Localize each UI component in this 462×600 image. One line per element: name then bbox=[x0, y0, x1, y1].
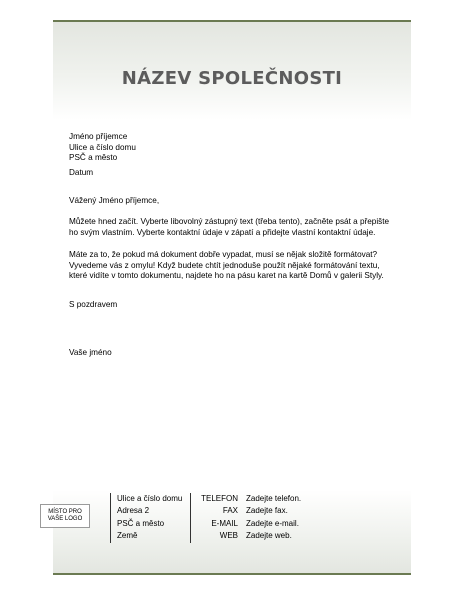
contact-value-web[interactable]: Zadejte web. bbox=[246, 530, 292, 540]
footer-address-line[interactable]: Země bbox=[117, 530, 138, 540]
recipient-city[interactable]: PSČ a město bbox=[69, 153, 118, 163]
footer-address-line[interactable]: PSČ a město bbox=[117, 518, 165, 528]
footer-contact-labels bbox=[196, 493, 238, 542]
letter-page bbox=[53, 20, 411, 575]
contact-value-phone[interactable]: Zadejte telefon. bbox=[246, 494, 302, 503]
footer-divider-2 bbox=[190, 493, 191, 543]
signature-name[interactable]: Vaše jméno bbox=[69, 348, 112, 357]
closing[interactable]: S pozdravem bbox=[69, 300, 118, 309]
logo-text-line2: VAŠE LOGO bbox=[47, 516, 83, 522]
recipient-name[interactable]: Jméno příjemce bbox=[69, 132, 128, 141]
recipient-block bbox=[69, 132, 399, 164]
greeting[interactable]: Vážený Jméno příjemce, bbox=[69, 196, 160, 205]
footer-divider-1 bbox=[110, 493, 111, 543]
logo-text-line1: MÍSTO PRO bbox=[48, 508, 82, 515]
contact-label-web: WEB bbox=[219, 530, 238, 540]
body-paragraph-2[interactable]: Máte za to, že pokud má dokument dobře vypadat, musí se nějak složitě formátovat? Vyvedeme vás z omylu! Když budete chtít jednoduše použít nějaké formátování textu, které vidíte v tomto dokumentu, najdete ho na pásu karet na kartě Domů v galerii Styly. bbox=[69, 250, 384, 281]
bottom-divider bbox=[53, 573, 411, 575]
contact-label-email: E-MAIL bbox=[211, 518, 238, 528]
logo-placeholder[interactable] bbox=[40, 504, 90, 528]
recipient-street[interactable]: Ulice a číslo domu bbox=[69, 142, 136, 152]
company-name[interactable]: NÁZEV SPOLEČNOSTI bbox=[121, 68, 343, 89]
letter-date[interactable]: Datum bbox=[69, 168, 94, 177]
contact-label-fax: FAX bbox=[222, 506, 238, 516]
footer-address-line[interactable]: Adresa 2 bbox=[117, 506, 150, 516]
contact-value-fax[interactable]: Zadejte fax. bbox=[246, 506, 288, 516]
contact-value-email[interactable]: Zadejte e-mail. bbox=[246, 518, 299, 528]
footer-address-line[interactable]: Ulice a číslo domu bbox=[117, 494, 183, 503]
footer-contact-values bbox=[246, 493, 301, 542]
footer-address bbox=[117, 493, 182, 542]
contact-label-phone: TELEFON bbox=[201, 494, 238, 503]
body-paragraph-1[interactable]: Můžete hned začít. Vyberte libovolný zástupný text (třeba tento), začněte psát a přepište ho svým vlastním. Vyberte kontaktní údaje v zápatí a přidejte vlastní kontaktní údaje. bbox=[69, 217, 390, 237]
